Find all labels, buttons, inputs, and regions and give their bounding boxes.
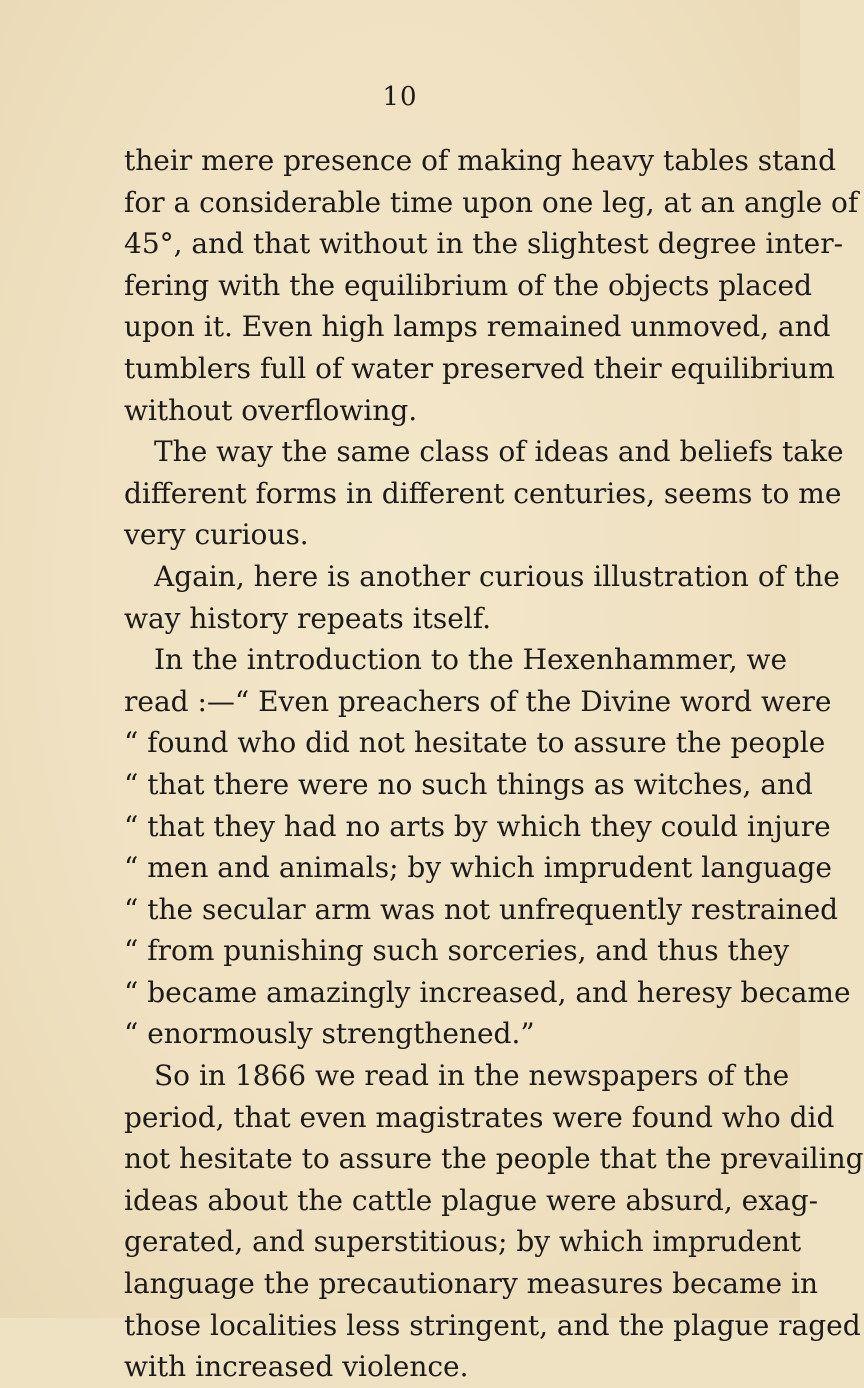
text-line: Again, here is another curious illustration of the (154, 559, 840, 593)
text-line: “ from punishing such sorceries, and thus they (124, 934, 790, 968)
text-line: “ men and animals; by which imprudent language (124, 851, 832, 885)
text-line: not hesitate to assure the people that the prevailing (124, 1142, 864, 1176)
text-line: different forms in different centuries, seems to me (124, 476, 842, 510)
text-line: In the introduction to the Hexenhammer, we (154, 643, 788, 677)
text-line: those localities less stringent, and the plague raged (124, 1308, 861, 1342)
text-line: “ the secular arm was not unfrequently restrained (124, 892, 839, 926)
text-line: “ that there were no such things as witches, and (124, 767, 813, 801)
text-line: without overflowing. (124, 393, 418, 427)
text-line: gerated, and superstitious; by which imprudent (124, 1225, 802, 1259)
text-line: period, that even magistrates were found who did (124, 1100, 835, 1134)
text-line: upon it. Even high lamps remained unmoved, and (124, 310, 831, 344)
body-text (124, 140, 864, 1388)
text-line: tumblers full of water preserved their equilibrium (124, 351, 835, 385)
text-line: So in 1866 we read in the newspapers of the (154, 1059, 790, 1093)
text-line: ideas about the cattle plague were absurd, exag- (124, 1183, 819, 1217)
text-line: way history repeats itself. (124, 601, 491, 635)
text-line: “ became amazingly increased, and heresy became (124, 975, 851, 1009)
text-line: for a considerable time upon one leg, at an angle of (124, 185, 859, 219)
text-line: The way the same class of ideas and beliefs take (154, 435, 844, 469)
text-line: language the precautionary measures became in (124, 1267, 818, 1301)
text-line: with increased violence. (124, 1350, 469, 1384)
text-line: very curious. (124, 518, 309, 552)
text-line: fering with the equilibrium of the objects placed (124, 268, 812, 302)
text-line: “ enormously strengthened.” (124, 1017, 535, 1051)
text-line: their mere presence of making heavy tables stand (124, 144, 836, 177)
text-line: “ found who did not hesitate to assure the people (124, 726, 826, 760)
text-line: “ that they had no arts by which they could injure (124, 809, 831, 843)
text-line: read :—“ Even preachers of the Divine word were (124, 684, 832, 718)
page-number: 10 (382, 82, 418, 112)
text-line: 45°, and that without in the slightest degree inter- (124, 227, 844, 261)
